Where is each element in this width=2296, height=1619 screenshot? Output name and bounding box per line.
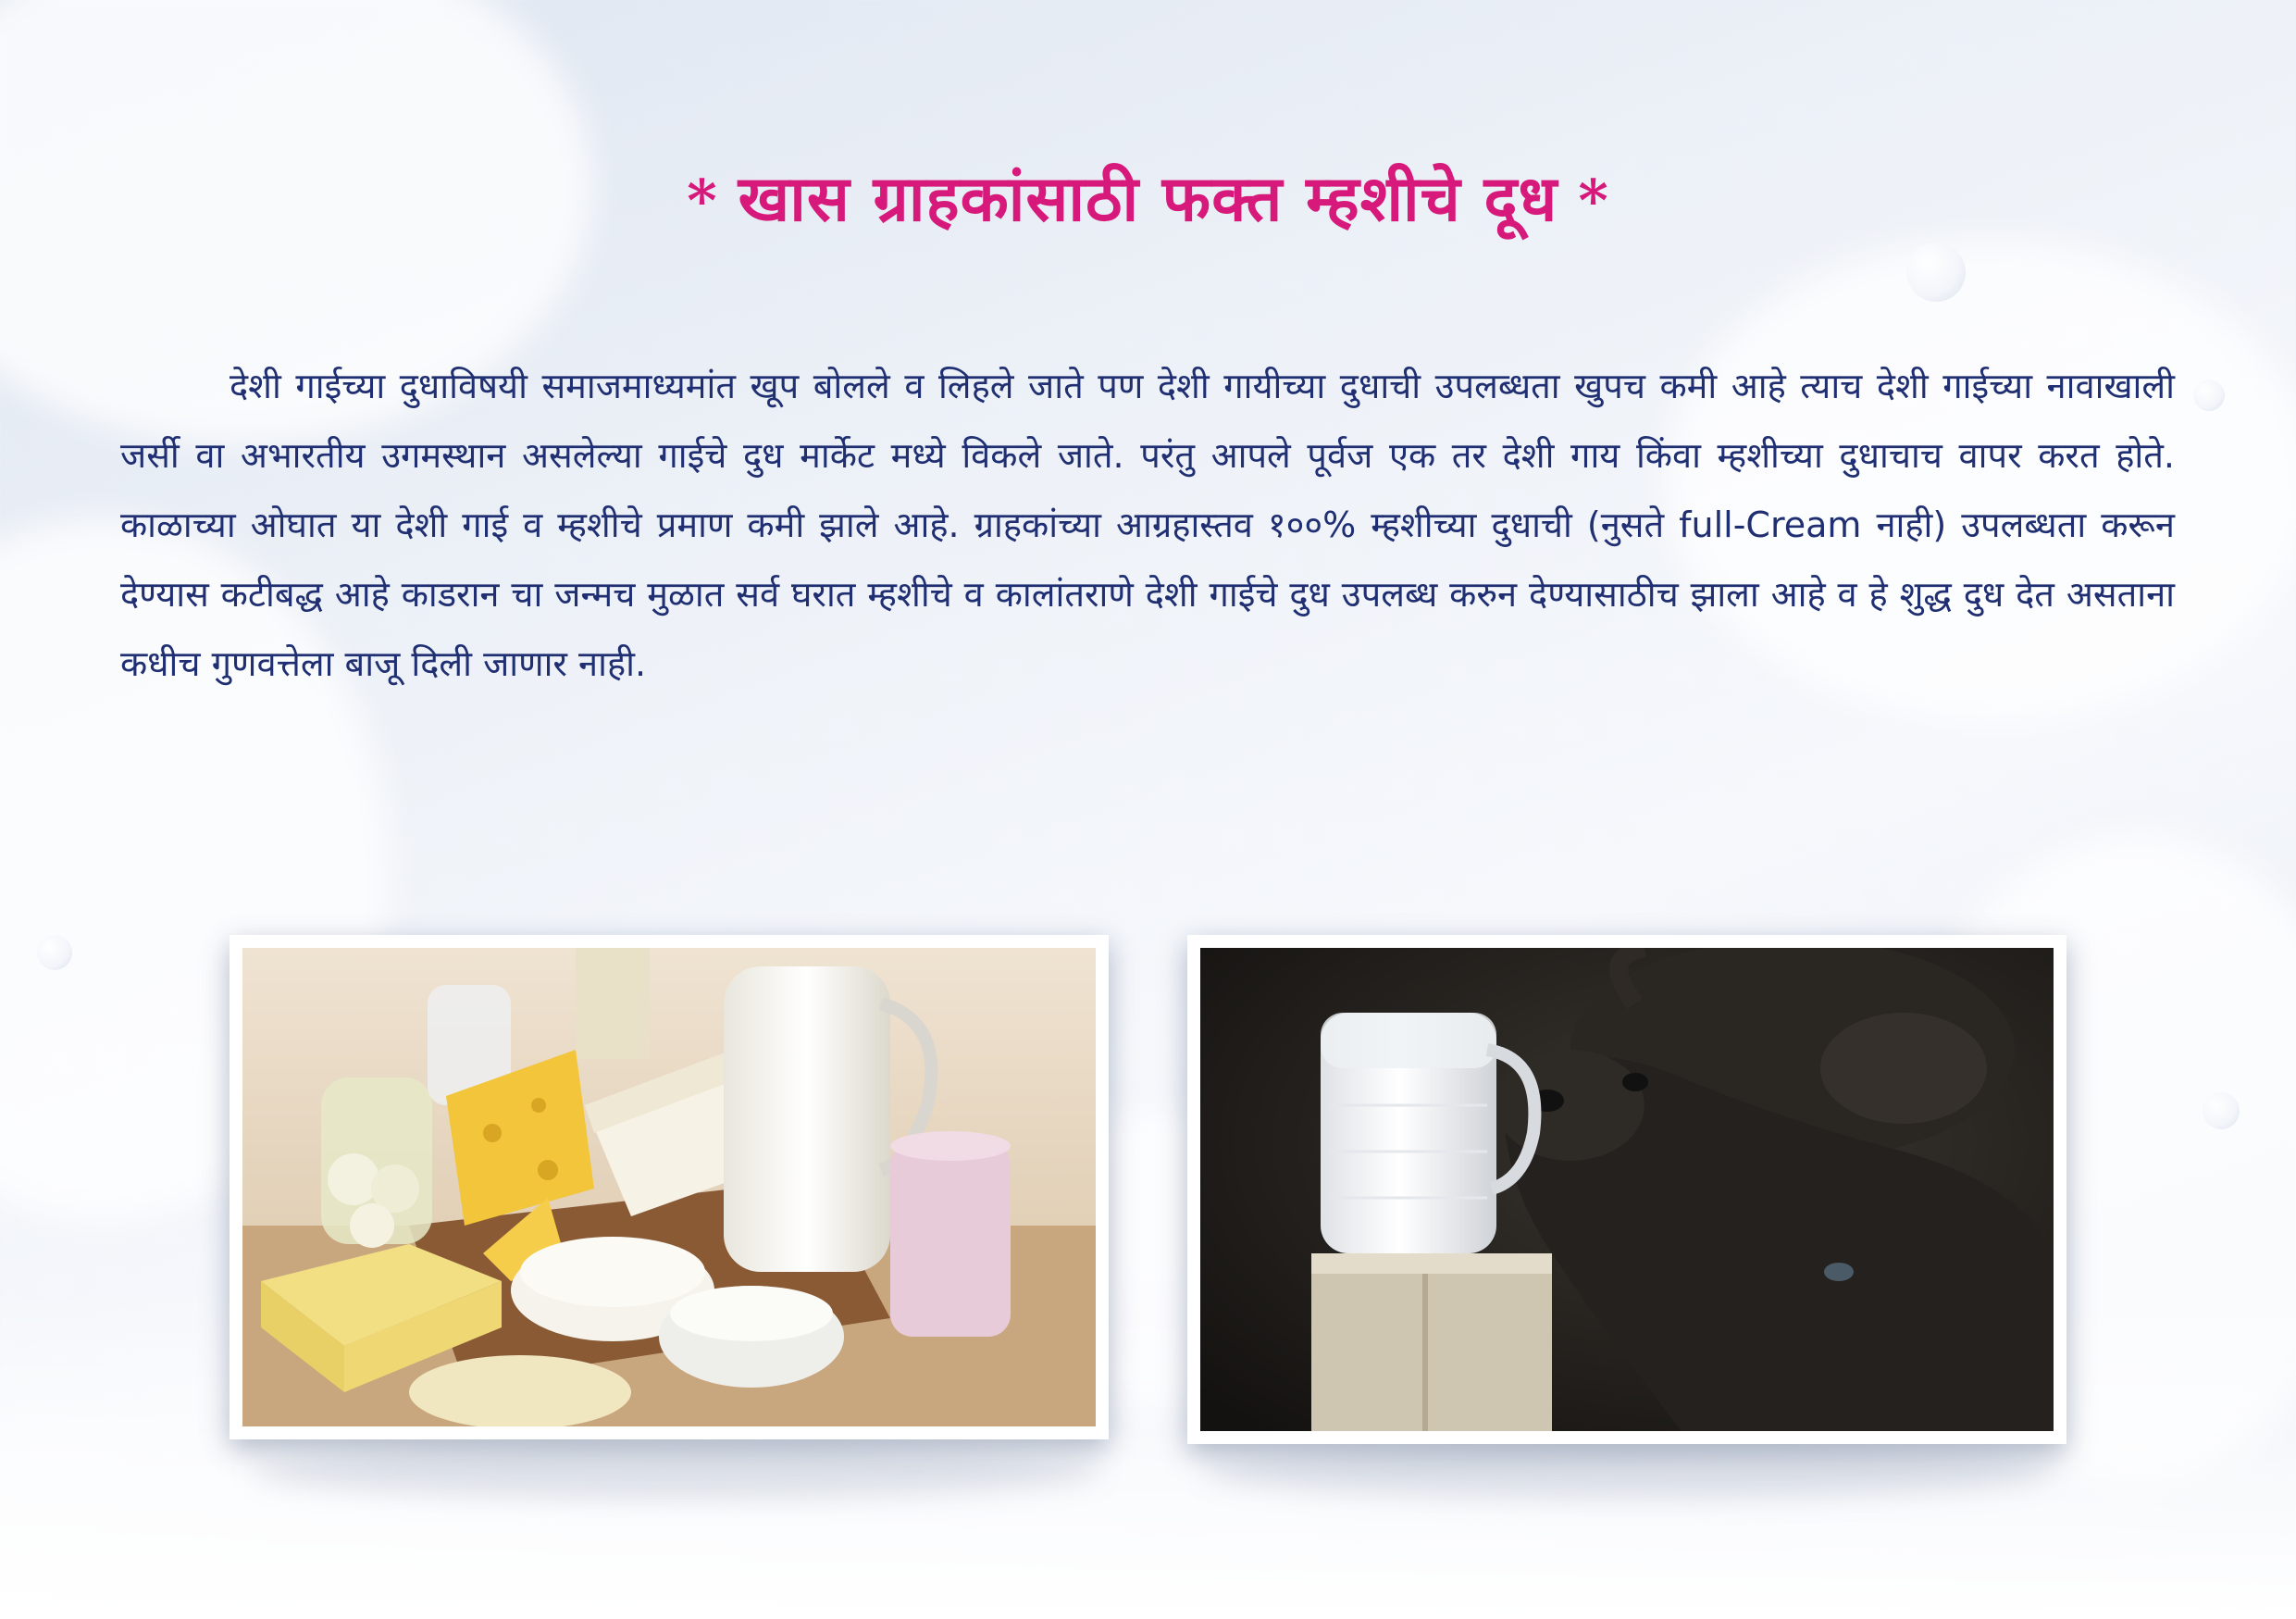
asterisk-icon: * xyxy=(1578,167,1609,234)
milk-drop xyxy=(37,935,72,970)
photo-shadow xyxy=(1203,1444,2054,1500)
body-text xyxy=(120,352,2175,699)
asterisk-icon: * xyxy=(687,167,718,234)
body-paragraph: देशी गाईच्या दुधाविषयी समाजमाध्यमांत खूप बोलले व लिहले जाते पण देशी गायीच्या दुधाची उपलब्धता खुपच कमी आहे त्याच देशी गाईच्या नावाखाली जर्सी वा अभारतीय उगमस्थान असलेल्या गाईचे दुध मार्केट मध्ये विकले जाते. परंतु आपले पूर्वज एक तर देशी गाय किंवा म्हशीच्या दुधाचाच वापर करत होते. काळाच्या ओघात या देशी गाई व म्हशीचे प्रमाण कमी झाले आहे. ग्राहकांच्या आग्रहास्तव १००% म्हशीच्या दुधाची (नुसते full-Cream नाही) उपलब्धता करून देण्यास कटीबद्ध आहे काडरान चा जन्मच मुळात सर्व घरात म्हशीचे व कालांतराणे देशी गाईचे दुध उपलब्ध करुन देण्यासाठीच झाला आहे व हे शुद्ध दुध देत असताना कधीच गुणवत्तेला बाजू दिली जाणार नाही. xyxy=(120,366,2176,684)
dairy-products-illustration xyxy=(242,948,1096,1426)
buffalo-milk-photo xyxy=(1187,935,2066,1444)
buffalo-milk-image xyxy=(1200,948,2054,1431)
page-title-text: खास ग्राहकांसाठी फक्त म्हशीचे दूध xyxy=(738,162,1558,236)
milk-drop xyxy=(2203,1092,2240,1129)
milk-drop xyxy=(1906,243,1966,302)
buffalo-illustration xyxy=(1200,948,2054,1431)
dairy-products-photo xyxy=(230,935,1109,1439)
dairy-products-image xyxy=(242,948,1096,1426)
photo-shadow xyxy=(250,1444,1101,1500)
page-title xyxy=(0,153,2296,239)
milk-drop xyxy=(2193,380,2225,411)
